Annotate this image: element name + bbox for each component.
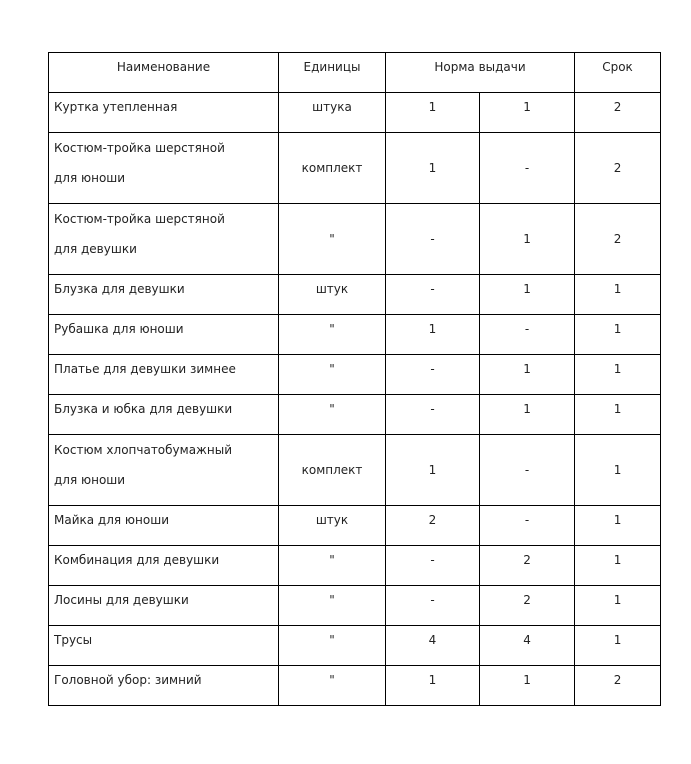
item-name-cell bbox=[49, 586, 279, 626]
item-name: Костюм-тройка шерстяной bbox=[54, 141, 225, 155]
unit-cell: штука bbox=[279, 93, 386, 133]
norm-b-cell: - bbox=[480, 315, 575, 355]
norm-a-cell: - bbox=[386, 546, 480, 586]
norm-a-cell: 1 bbox=[386, 93, 480, 133]
table-header-row bbox=[49, 53, 661, 93]
header-term: Срок bbox=[575, 53, 661, 93]
table-row bbox=[49, 546, 661, 586]
table-row bbox=[49, 435, 661, 506]
item-name-cell bbox=[49, 315, 279, 355]
clothing-norms-table bbox=[48, 52, 661, 706]
norm-b-cell: - bbox=[480, 133, 575, 204]
table-row bbox=[49, 506, 661, 546]
term-cell: 1 bbox=[575, 626, 661, 666]
header-norm: Норма выдачи bbox=[386, 53, 575, 93]
unit-cell: " bbox=[279, 355, 386, 395]
table-row bbox=[49, 586, 661, 626]
item-name-cell bbox=[49, 355, 279, 395]
table-row bbox=[49, 355, 661, 395]
unit-cell: штук bbox=[279, 506, 386, 546]
norm-b-cell: 1 bbox=[480, 93, 575, 133]
item-name-cell bbox=[49, 666, 279, 706]
norm-a-cell: 1 bbox=[386, 666, 480, 706]
norm-b-cell: 1 bbox=[480, 395, 575, 435]
item-name-continued: для девушки bbox=[54, 242, 137, 256]
item-name: Куртка утепленная bbox=[54, 100, 178, 114]
norm-b-cell: 2 bbox=[480, 586, 575, 626]
norm-b-cell: 4 bbox=[480, 626, 575, 666]
norm-b-cell: 1 bbox=[480, 666, 575, 706]
item-name-cell bbox=[49, 275, 279, 315]
header-units: Единицы bbox=[279, 53, 386, 93]
table-row bbox=[49, 93, 661, 133]
term-cell: 2 bbox=[575, 93, 661, 133]
item-name: Майка для юноши bbox=[54, 513, 169, 527]
item-name: Рубашка для юноши bbox=[54, 322, 184, 336]
table-row bbox=[49, 395, 661, 435]
item-name-cell bbox=[49, 204, 279, 275]
norm-b-cell: 1 bbox=[480, 204, 575, 275]
unit-cell: " bbox=[279, 395, 386, 435]
term-cell: 1 bbox=[575, 506, 661, 546]
item-name: Головной убор: зимний bbox=[54, 673, 202, 687]
norm-b-cell: - bbox=[480, 435, 575, 506]
item-name: Блузка и юбка для девушки bbox=[54, 402, 233, 416]
unit-cell: комплект bbox=[279, 435, 386, 506]
item-name-cell bbox=[49, 93, 279, 133]
term-cell: 1 bbox=[575, 355, 661, 395]
item-name: Блузка для девушки bbox=[54, 282, 185, 296]
table-row bbox=[49, 315, 661, 355]
norm-a-cell: 1 bbox=[386, 435, 480, 506]
item-name-cell bbox=[49, 546, 279, 586]
term-cell: 1 bbox=[575, 395, 661, 435]
term-cell: 2 bbox=[575, 204, 661, 275]
item-name: Платье для девушки зимнее bbox=[54, 362, 236, 376]
item-name-cell bbox=[49, 395, 279, 435]
norm-a-cell: - bbox=[386, 275, 480, 315]
unit-cell: " bbox=[279, 586, 386, 626]
norm-a-cell: 1 bbox=[386, 133, 480, 204]
item-name-cell bbox=[49, 133, 279, 204]
norm-b-cell: 1 bbox=[480, 275, 575, 315]
norm-b-cell: 1 bbox=[480, 355, 575, 395]
table-row bbox=[49, 275, 661, 315]
term-cell: 1 bbox=[575, 315, 661, 355]
term-cell: 1 bbox=[575, 275, 661, 315]
norm-a-cell: - bbox=[386, 355, 480, 395]
unit-cell: " bbox=[279, 626, 386, 666]
item-name: Костюм хлопчатобумажный bbox=[54, 443, 232, 457]
norm-a-cell: - bbox=[386, 395, 480, 435]
table-row bbox=[49, 133, 661, 204]
term-cell: 1 bbox=[575, 586, 661, 626]
norm-b-cell: 2 bbox=[480, 546, 575, 586]
item-name-continued: для юноши bbox=[54, 171, 126, 185]
term-cell: 2 bbox=[575, 133, 661, 204]
unit-cell: штук bbox=[279, 275, 386, 315]
item-name: Комбинация для девушки bbox=[54, 553, 220, 567]
norm-a-cell: 1 bbox=[386, 315, 480, 355]
unit-cell: " bbox=[279, 666, 386, 706]
term-cell: 1 bbox=[575, 546, 661, 586]
unit-cell: " bbox=[279, 546, 386, 586]
item-name: Лосины для девушки bbox=[54, 593, 189, 607]
item-name-cell bbox=[49, 435, 279, 506]
unit-cell: комплект bbox=[279, 133, 386, 204]
item-name-cell bbox=[49, 506, 279, 546]
norm-a-cell: 4 bbox=[386, 626, 480, 666]
item-name: Трусы bbox=[54, 633, 93, 647]
header-name: Наименование bbox=[49, 53, 279, 93]
table-row bbox=[49, 666, 661, 706]
term-cell: 2 bbox=[575, 666, 661, 706]
table-row bbox=[49, 626, 661, 666]
item-name-continued: для юноши bbox=[54, 473, 126, 487]
norm-a-cell: - bbox=[386, 586, 480, 626]
norm-a-cell: - bbox=[386, 204, 480, 275]
norm-b-cell: - bbox=[480, 506, 575, 546]
item-name-cell bbox=[49, 626, 279, 666]
item-name: Костюм-тройка шерстяной bbox=[54, 212, 225, 226]
term-cell: 1 bbox=[575, 435, 661, 506]
table-row bbox=[49, 204, 661, 275]
unit-cell: " bbox=[279, 204, 386, 275]
unit-cell: " bbox=[279, 315, 386, 355]
norm-a-cell: 2 bbox=[386, 506, 480, 546]
